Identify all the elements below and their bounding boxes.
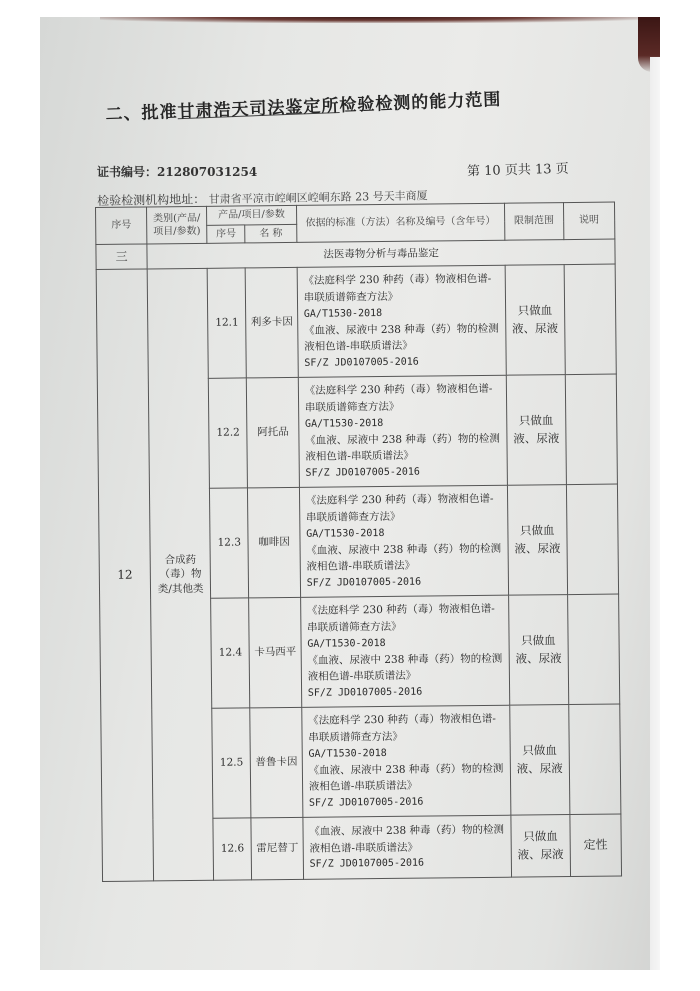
binder-shadow — [100, 17, 640, 23]
row-limit: 只做血液、尿液 — [510, 705, 570, 816]
row-name: 卡马西平 — [249, 597, 301, 708]
row-name: 咖啡因 — [248, 487, 300, 598]
standard-2: 《血液、尿液中 238 种毒（药）物的检测 液相色谱-串联质谱法》 — [308, 762, 504, 794]
header-sub-seq: 序号 — [207, 224, 246, 243]
row-name: 雷尼替丁 — [251, 817, 303, 880]
standard-2: 《血液、尿液中 238 种毒（药）物的检测 液相色谱-串联质谱法》 — [306, 542, 502, 574]
standard-2-code: SF/Z JD0107005-2016 — [308, 796, 424, 809]
header-note: 说明 — [563, 202, 615, 240]
standard-1-code: SF/Z JD0107005-2016 — [309, 857, 425, 871]
header-category: 类别(产品/项目/参数) — [147, 206, 207, 244]
standard-2-code: SF/Z JD0107005-2016 — [307, 686, 423, 699]
row-standards — [299, 485, 508, 597]
title-prefix: 二、批准 — [105, 102, 178, 125]
section-title: 法医毒物分析与毒品鉴定 — [147, 239, 615, 269]
row-standards — [300, 595, 509, 707]
row-limit: 只做血液、尿液 — [509, 595, 569, 706]
row-standards — [298, 375, 507, 487]
row-name: 利多卡因 — [246, 267, 298, 378]
page-indicator: 第 10 页共 13 页 — [466, 161, 569, 180]
row-limit: 只做血液、尿液 — [506, 375, 566, 486]
standard-1-code: GA/T1530-2018 — [304, 417, 384, 430]
header-seq: 序号 — [96, 207, 148, 245]
title-organization: 甘肃浩天司法鉴定所 — [177, 96, 340, 123]
header-name: 名 称 — [245, 224, 296, 243]
section-seq: 三 — [96, 244, 148, 270]
address-label: 检验检测机构地址： — [97, 192, 206, 208]
row-sub-seq: 12.2 — [208, 378, 248, 488]
header-row — [96, 202, 615, 226]
standard-1-code: GA/T1530-2018 — [306, 527, 385, 540]
row-sub-seq: 12.5 — [212, 708, 252, 818]
standard-1: 《法庭科学 230 种药（毒）物液相色谱-串联质谱筛查方法》 — [303, 272, 492, 304]
title-suffix: 检验检测的能力范围 — [339, 89, 502, 116]
standard-1: 《血液、尿液中 238 种毒（药）物的检测 液相色谱-串联质谱法》 — [309, 823, 505, 855]
row-note: 定性 — [570, 814, 622, 877]
standard-1: 《法庭科学 230 种药（毒）物液相色谱-串联质谱筛查方法》 — [306, 602, 495, 634]
row-sub-seq: 12.3 — [209, 488, 249, 598]
group-seq: 12 — [96, 269, 154, 882]
capability-table — [95, 202, 622, 882]
group-category: 合成药（毒）物类/其他类 — [147, 268, 213, 881]
standard-1-code: GA/T1530-2018 — [308, 747, 387, 760]
standard-1: 《法庭科学 230 种药（毒）物液相色谱-串联质谱筛查方法》 — [305, 492, 494, 524]
row-note — [567, 594, 619, 705]
certificate-number: 212807031254 — [157, 165, 258, 179]
row-name: 阿托品 — [247, 377, 299, 488]
standard-1: 《法庭科学 230 种药（毒）物液相色谱-串联质谱筛查方法》 — [304, 382, 493, 414]
row-standards — [301, 705, 510, 817]
row-sub-seq: 12.4 — [211, 598, 251, 708]
row-note — [566, 484, 618, 595]
address-value: 甘肃省平凉市崆峒区崆峒东路 23 号天丰商厦 — [208, 189, 428, 207]
standard-1-code: GA/T1530-2018 — [307, 637, 386, 650]
standard-2-code: SF/Z JD0107005-2016 — [304, 356, 419, 369]
row-note — [568, 704, 620, 815]
table-row — [96, 264, 616, 379]
header-product-group: 产品/项目/参数 — [207, 205, 297, 224]
row-limit: 只做血液、尿液 — [505, 265, 565, 376]
standard-1: 《法庭科学 230 种药（毒）物液相色谱-串联质谱筛查方法》 — [308, 712, 496, 744]
certificate-line — [97, 163, 617, 180]
standard-2: 《血液、尿液中 238 种毒（药）物的检测 液相色谱-串联质谱法》 — [307, 652, 503, 684]
standard-2: 《血液、尿液中 238 种毒（药）物的检测 液相色谱-串联质谱法》 — [305, 432, 500, 464]
row-standards — [303, 815, 512, 879]
header-standard: 依据的标准（方法）名称及编号（含年号） — [296, 203, 505, 242]
standard-1-code: GA/T1530-2018 — [303, 307, 383, 320]
row-standards — [297, 265, 506, 377]
row-note — [564, 264, 616, 375]
row-sub-seq: 12.6 — [213, 818, 252, 880]
page-edge — [650, 57, 660, 970]
standard-2-code: SF/Z JD0107005-2016 — [306, 576, 422, 589]
row-limit: 只做血液、尿液 — [507, 485, 567, 596]
row-name: 普鲁卡因 — [250, 707, 302, 818]
header-limit: 限制范围 — [504, 203, 563, 241]
row-sub-seq: 12.1 — [207, 268, 247, 378]
certificate-label: 证书编号： — [97, 165, 158, 179]
standard-2-code: SF/Z JD0107005-2016 — [305, 466, 420, 479]
row-limit: 只做血液、尿液 — [511, 815, 570, 878]
row-note — [565, 374, 617, 485]
standard-2: 《血液、尿液中 238 种毒（药）物的检测 液相色谱-串联质谱法》 — [303, 322, 499, 354]
